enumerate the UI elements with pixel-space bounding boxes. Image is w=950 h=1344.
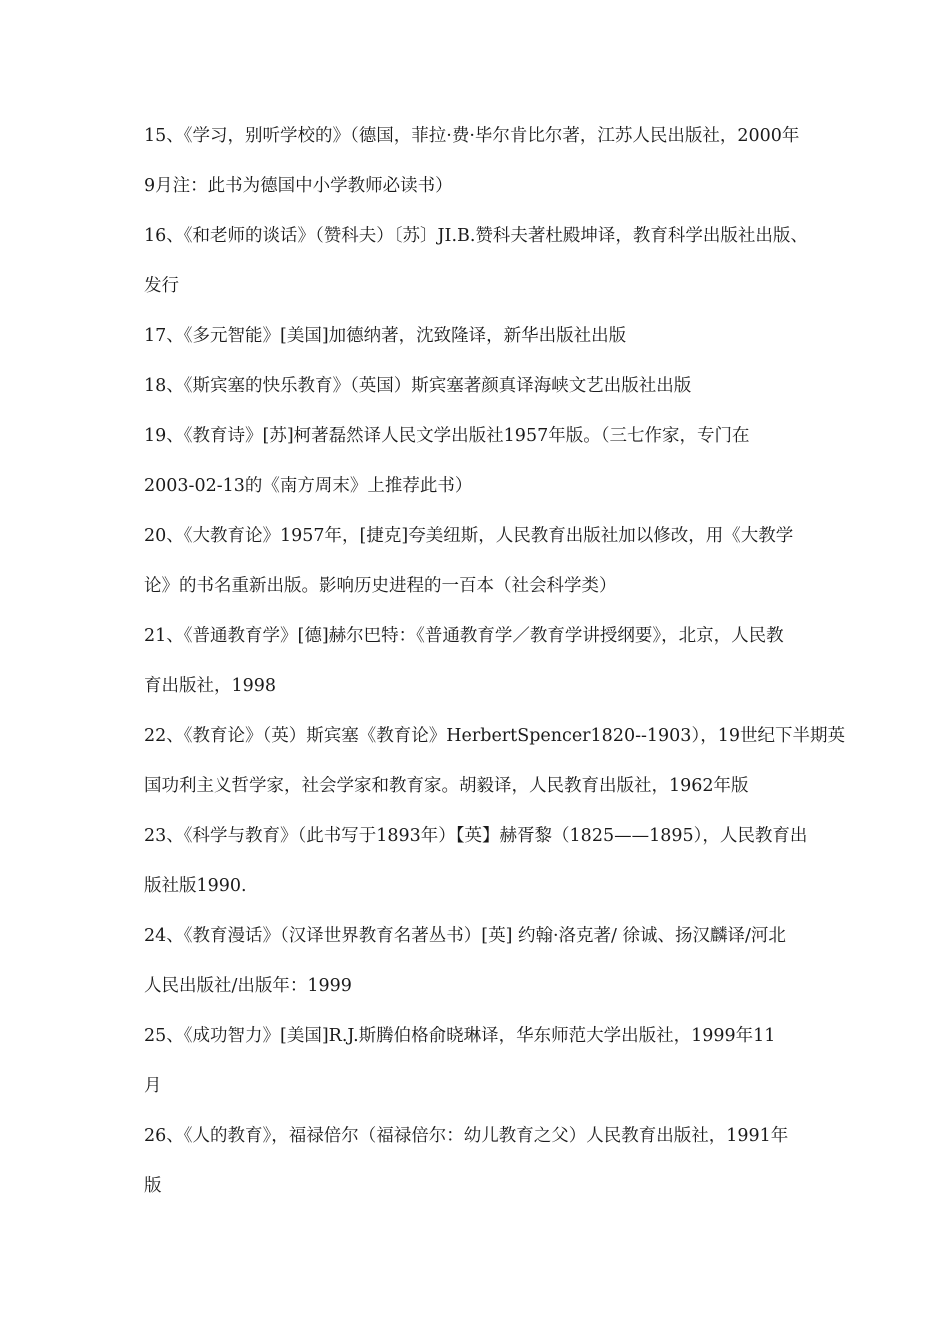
text-line: 23、《科学与教育》（此书写于1893年）【英】赫胥黎（1825——1895），人民教育出	[144, 826, 808, 846]
text-line: 19、《教育诗》[苏]柯著磊然译人民文学出版社1957年版。（三七作家，专门在	[144, 426, 750, 446]
text-line: 25、《成功智力》[美国]R.J.斯腾伯格俞晓琳译，华东师范大学出版社，1999年11	[144, 1026, 776, 1046]
text-line: 育出版社，1998	[144, 676, 277, 696]
text-line: 发行	[144, 276, 179, 296]
text-line: 20、《大教育论》1957年，[捷克]夸美纽斯，人民教育出版社加以修改，用《大教学	[144, 526, 794, 546]
text-line: 26、《人的教育》，福禄倍尔（福禄倍尔：幼儿教育之父）人民教育出版社，1991年	[144, 1126, 789, 1146]
text-line: 9月注：此书为德国中小学教师必读书）	[144, 176, 453, 196]
text-line: 17、《多元智能》[美国]加德纳著，沈致隆译，新华出版社出版	[144, 326, 627, 346]
document-body	[144, 111, 845, 1211]
text-line: 2003-02-13的《南方周末》上推荐此书）	[144, 476, 473, 496]
text-line: 22、《教育论》（英）斯宾塞《教育论》HerbertSpencer1820--1903），19世纪下半期英	[144, 726, 845, 746]
text-line: 21、《普通教育学》[德]赫尔巴特：《普通教育学／教育学讲授纲要》，北京，人民教	[144, 626, 784, 646]
text-line: 国功利主义哲学家，社会学家和教育家。胡毅译，人民教育出版社，1962年版	[144, 776, 749, 796]
text-line: 15、《学习，别听学校的》（德国，菲拉·费·毕尔肯比尔著，江苏人民出版社，2000年	[144, 126, 800, 146]
text-line: 16、《和老师的谈话》（赞科夫）〔苏〕JI.B.赞科夫著杜殿坤译，教育科学出版社出版、	[144, 226, 808, 246]
text-line: 月	[144, 1076, 162, 1096]
text-line: 24、《教育漫话》（汉译世界教育名著丛书）[英] 约翰·洛克著/ 徐诚、扬汉麟译/河北	[144, 926, 786, 946]
text-line: 版社版1990.	[144, 876, 247, 896]
text-line: 版	[144, 1176, 162, 1196]
text-line: 18、《斯宾塞的快乐教育》（英国）斯宾塞著颜真译海峡文艺出版社出版	[144, 376, 692, 396]
text-line: 人民出版社/出版年：1999	[144, 976, 352, 996]
text-line: 论》的书名重新出版。影响历史进程的一百本（社会科学类）	[144, 576, 617, 596]
